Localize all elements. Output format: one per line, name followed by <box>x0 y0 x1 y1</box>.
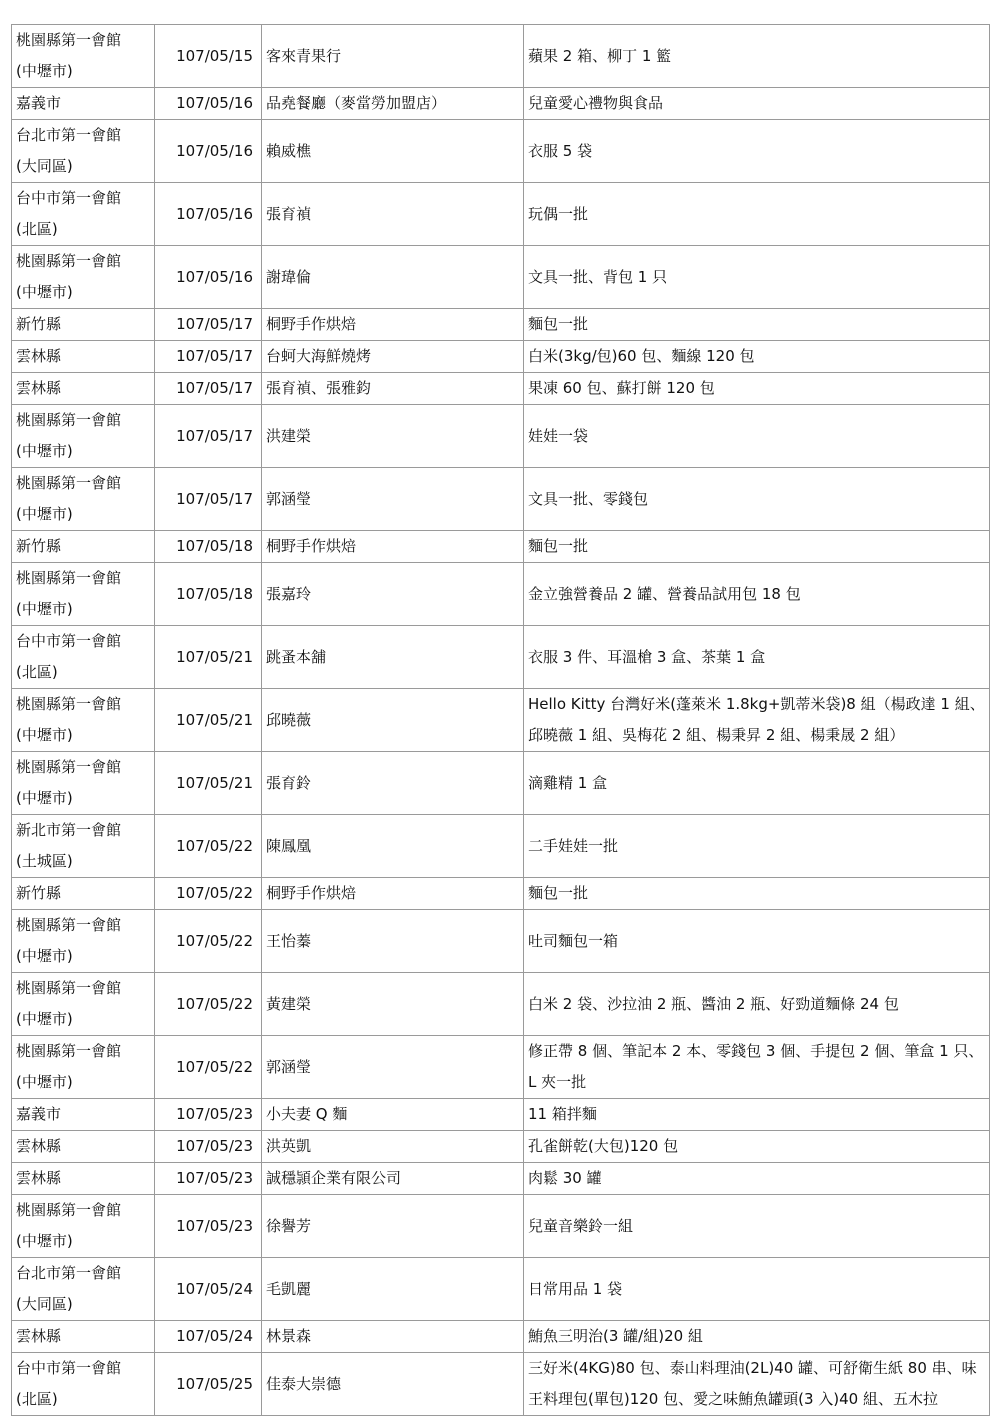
donor-cell: 張育禎 <box>262 183 524 246</box>
branch-cell: 桃園縣第一會館 (中壢市) <box>12 910 155 973</box>
date-cell: 107/05/21 <box>155 626 262 689</box>
date-cell: 107/05/17 <box>155 341 262 373</box>
table-row <box>12 878 990 910</box>
items-cell: 日常用品 1 袋 <box>524 1258 990 1321</box>
table-row <box>12 626 990 689</box>
branch-cell: 台中市第一會館 (北區) <box>12 626 155 689</box>
donor-cell: 張育鈴 <box>262 752 524 815</box>
donor-cell: 桐野手作烘焙 <box>262 531 524 563</box>
branch-cell: 嘉義市 <box>12 1099 155 1131</box>
items-cell: 文具一批、零錢包 <box>524 468 990 531</box>
date-cell: 107/05/16 <box>155 183 262 246</box>
table-row <box>12 1321 990 1353</box>
date-cell: 107/05/16 <box>155 88 262 120</box>
items-cell: 衣服 5 袋 <box>524 120 990 183</box>
items-cell: 二手娃娃一批 <box>524 815 990 878</box>
date-cell: 107/05/17 <box>155 405 262 468</box>
items-cell: 麵包一批 <box>524 878 990 910</box>
table-row <box>12 373 990 405</box>
branch-cell: 台中市第一會館 (北區) <box>12 183 155 246</box>
date-cell: 107/05/22 <box>155 910 262 973</box>
table-row <box>12 468 990 531</box>
items-cell: 滴雞精 1 盒 <box>524 752 990 815</box>
table-row <box>12 25 990 88</box>
donor-cell: 張嘉玲 <box>262 563 524 626</box>
donor-cell: 王怡蓁 <box>262 910 524 973</box>
date-cell: 107/05/18 <box>155 563 262 626</box>
donor-cell: 黃建榮 <box>262 973 524 1036</box>
date-cell: 107/05/16 <box>155 120 262 183</box>
table-row <box>12 752 990 815</box>
table-row <box>12 183 990 246</box>
table-row <box>12 531 990 563</box>
date-cell: 107/05/21 <box>155 689 262 752</box>
date-cell: 107/05/22 <box>155 878 262 910</box>
donor-cell: 張育禎、張雅鈞 <box>262 373 524 405</box>
branch-cell: 新竹縣 <box>12 878 155 910</box>
donor-cell: 誠穩頴企業有限公司 <box>262 1163 524 1195</box>
branch-cell: 雲林縣 <box>12 1163 155 1195</box>
date-cell: 107/05/23 <box>155 1163 262 1195</box>
date-cell: 107/05/18 <box>155 531 262 563</box>
date-cell: 107/05/15 <box>155 25 262 88</box>
table-row <box>12 1163 990 1195</box>
items-cell: 娃娃一袋 <box>524 405 990 468</box>
donor-cell: 毛凱麗 <box>262 1258 524 1321</box>
branch-cell: 雲林縣 <box>12 373 155 405</box>
branch-cell: 台北市第一會館 (大同區) <box>12 1258 155 1321</box>
donor-cell: 桐野手作烘焙 <box>262 878 524 910</box>
table-row <box>12 973 990 1036</box>
table-row <box>12 405 990 468</box>
items-cell: 鮪魚三明治(3 罐/組)20 組 <box>524 1321 990 1353</box>
donor-cell: 客來青果行 <box>262 25 524 88</box>
date-cell: 107/05/22 <box>155 1036 262 1099</box>
date-cell: 107/05/24 <box>155 1258 262 1321</box>
table-row <box>12 1099 990 1131</box>
table-row <box>12 1353 990 1416</box>
branch-cell: 桃園縣第一會館 (中壢市) <box>12 1036 155 1099</box>
table-row <box>12 341 990 373</box>
table-row <box>12 689 990 752</box>
branch-cell: 雲林縣 <box>12 1321 155 1353</box>
donor-cell: 洪英凱 <box>262 1131 524 1163</box>
items-cell: 白米(3kg/包)60 包、麵線 120 包 <box>524 341 990 373</box>
donor-cell: 賴威樵 <box>262 120 524 183</box>
donor-cell: 邱曉薇 <box>262 689 524 752</box>
date-cell: 107/05/21 <box>155 752 262 815</box>
donor-cell: 佳泰大崇德 <box>262 1353 524 1416</box>
date-cell: 107/05/24 <box>155 1321 262 1353</box>
donor-cell: 徐譽芳 <box>262 1195 524 1258</box>
branch-cell: 新竹縣 <box>12 531 155 563</box>
donor-cell: 洪建榮 <box>262 405 524 468</box>
table-row <box>12 88 990 120</box>
date-cell: 107/05/17 <box>155 373 262 405</box>
branch-cell: 嘉義市 <box>12 88 155 120</box>
items-cell: 11 箱拌麵 <box>524 1099 990 1131</box>
branch-cell: 桃園縣第一會館 (中壢市) <box>12 1195 155 1258</box>
table-row <box>12 910 990 973</box>
date-cell: 107/05/25 <box>155 1353 262 1416</box>
branch-cell: 桃園縣第一會館 (中壢市) <box>12 405 155 468</box>
branch-cell: 桃園縣第一會館 (中壢市) <box>12 973 155 1036</box>
items-cell: 金立強營養品 2 罐、營養品試用包 18 包 <box>524 563 990 626</box>
items-cell: 兒童愛心禮物與食品 <box>524 88 990 120</box>
branch-cell: 雲林縣 <box>12 341 155 373</box>
items-cell: 三好米(4KG)80 包、泰山料理油(2L)40 罐、可舒衛生紙 80 串、味王料理包(單包)120 包、愛之味鮪魚罐頭(3 入)40 組、五木拉 <box>524 1353 990 1416</box>
date-cell: 107/05/22 <box>155 815 262 878</box>
branch-cell: 台中市第一會館 (北區) <box>12 1353 155 1416</box>
date-cell: 107/05/16 <box>155 246 262 309</box>
items-cell: 麵包一批 <box>524 531 990 563</box>
donor-cell: 郭涵瑩 <box>262 1036 524 1099</box>
donor-cell: 品堯餐廳（麥當勞加盟店） <box>262 88 524 120</box>
items-cell: 果凍 60 包、蘇打餅 120 包 <box>524 373 990 405</box>
items-cell: 衣服 3 件、耳溫槍 3 盒、茶葉 1 盒 <box>524 626 990 689</box>
table-row <box>12 563 990 626</box>
table-row <box>12 815 990 878</box>
date-cell: 107/05/22 <box>155 973 262 1036</box>
items-cell: 蘋果 2 箱、柳丁 1 籃 <box>524 25 990 88</box>
branch-cell: 新竹縣 <box>12 309 155 341</box>
donor-cell: 林景森 <box>262 1321 524 1353</box>
date-cell: 107/05/23 <box>155 1131 262 1163</box>
table-row <box>12 309 990 341</box>
donation-table-body <box>12 25 990 1416</box>
date-cell: 107/05/17 <box>155 468 262 531</box>
items-cell: 白米 2 袋、沙拉油 2 瓶、醬油 2 瓶、好勁道麵條 24 包 <box>524 973 990 1036</box>
table-row <box>12 246 990 309</box>
date-cell: 107/05/17 <box>155 309 262 341</box>
items-cell: 肉鬆 30 罐 <box>524 1163 990 1195</box>
donor-cell: 跳蚤本舖 <box>262 626 524 689</box>
items-cell: 孔雀餅乾(大包)120 包 <box>524 1131 990 1163</box>
branch-cell: 桃園縣第一會館 (中壢市) <box>12 563 155 626</box>
date-cell: 107/05/23 <box>155 1099 262 1131</box>
branch-cell: 桃園縣第一會館 (中壢市) <box>12 689 155 752</box>
branch-cell: 桃園縣第一會館 (中壢市) <box>12 246 155 309</box>
items-cell: 文具一批、背包 1 只 <box>524 246 990 309</box>
donation-table <box>11 24 990 1416</box>
donor-cell: 陳鳳凰 <box>262 815 524 878</box>
donation-record-page <box>11 24 989 1416</box>
table-row <box>12 1195 990 1258</box>
date-cell: 107/05/23 <box>155 1195 262 1258</box>
branch-cell: 雲林縣 <box>12 1131 155 1163</box>
branch-cell: 台北市第一會館 (大同區) <box>12 120 155 183</box>
branch-cell: 新北市第一會館 (土城區) <box>12 815 155 878</box>
table-row <box>12 1131 990 1163</box>
items-cell: Hello Kitty 台灣好米(蓬萊米 1.8kg+凱蒂米袋)8 組（楊政達 1 組、邱曉薇 1 組、吳梅花 2 組、楊秉昇 2 組、楊秉晟 2 組） <box>524 689 990 752</box>
items-cell: 吐司麵包一箱 <box>524 910 990 973</box>
items-cell: 兒童音樂鈴一組 <box>524 1195 990 1258</box>
items-cell: 玩偶一批 <box>524 183 990 246</box>
donor-cell: 謝瑋倫 <box>262 246 524 309</box>
branch-cell: 桃園縣第一會館 (中壢市) <box>12 25 155 88</box>
donor-cell: 桐野手作烘焙 <box>262 309 524 341</box>
table-row <box>12 1258 990 1321</box>
donor-cell: 台蚵大海鮮燒烤 <box>262 341 524 373</box>
branch-cell: 桃園縣第一會館 (中壢市) <box>12 468 155 531</box>
items-cell: 修正帶 8 個、筆記本 2 本、零錢包 3 個、手提包 2 個、筆盒 1 只、L 夾一批 <box>524 1036 990 1099</box>
table-row <box>12 120 990 183</box>
branch-cell: 桃園縣第一會館 (中壢市) <box>12 752 155 815</box>
items-cell: 麵包一批 <box>524 309 990 341</box>
table-row <box>12 1036 990 1099</box>
donor-cell: 郭涵瑩 <box>262 468 524 531</box>
donor-cell: 小夫妻 Q 麵 <box>262 1099 524 1131</box>
